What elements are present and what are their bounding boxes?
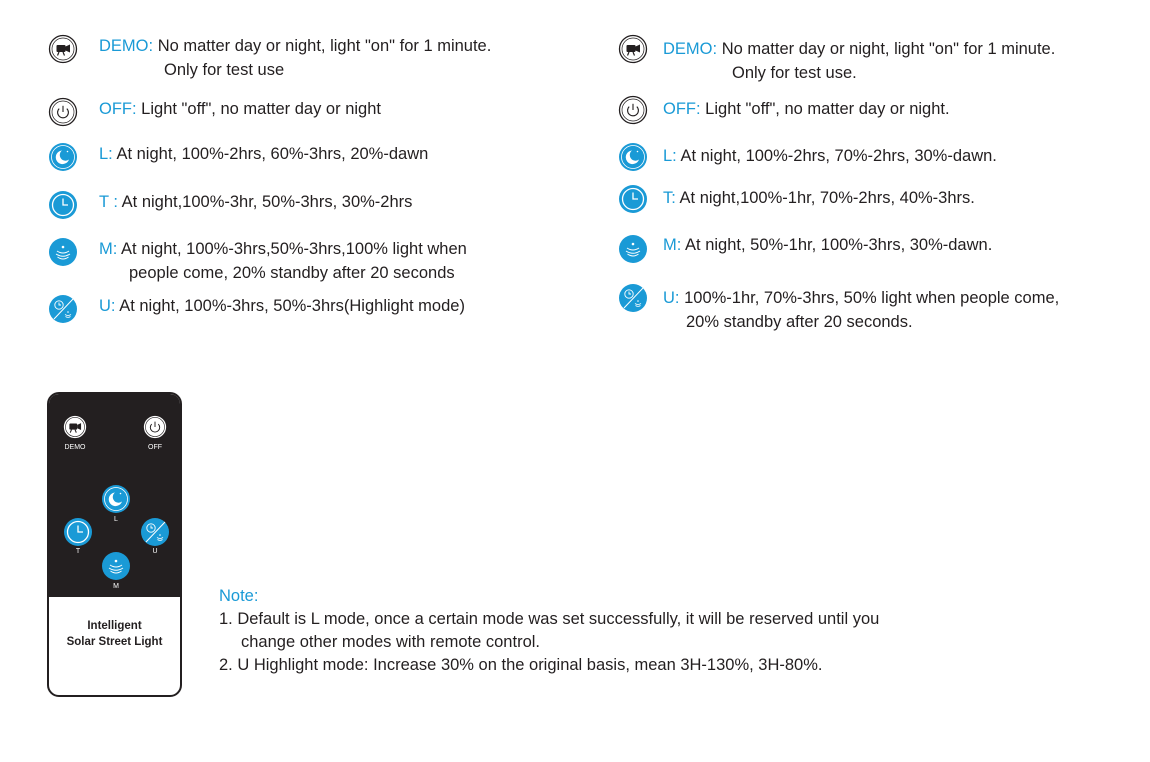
mode-key: OFF: <box>663 100 701 118</box>
left-mode-off <box>48 97 381 127</box>
mode-description <box>99 34 491 82</box>
mode-description <box>99 190 412 214</box>
mode-text: At night, 50%-1hr, 100%-3hrs, 30%-dawn. <box>685 236 993 254</box>
left-mode-u <box>48 294 465 324</box>
remote-l-button <box>101 484 131 514</box>
motion-sensor-icon <box>48 237 78 267</box>
left-mode-t <box>48 190 412 220</box>
mode-key: T : <box>99 193 118 211</box>
mode-text-cont: Only for test use. <box>732 64 857 82</box>
note-title: Note: <box>219 587 259 605</box>
right-mode-u <box>618 283 1059 334</box>
remote-u-label: U <box>152 548 158 555</box>
mode-text: At night, 100%-2hrs, 60%-3hrs, 20%-dawn <box>116 145 429 163</box>
right-mode-m <box>618 234 992 264</box>
mode-description <box>99 237 467 285</box>
camera-icon <box>48 34 78 64</box>
mode-text: 100%-1hr, 70%-3hrs, 50% light when people come, <box>684 289 1060 307</box>
remote-m-label: M <box>113 583 119 590</box>
mode-description <box>99 97 381 121</box>
remote-off-label: OFF <box>148 444 162 451</box>
mode-key: L: <box>663 147 677 165</box>
moon-icon <box>48 142 78 172</box>
power-icon <box>48 97 78 127</box>
right-mode-demo <box>618 34 1055 85</box>
remote-name-line1: Intelligent <box>87 620 142 632</box>
remote-u-button <box>140 517 170 547</box>
mode-text: At night, 100%-3hrs, 50%-3hrs(Highlight mode) <box>119 297 465 315</box>
remote-t-button <box>63 517 93 547</box>
mode-text: At night, 100%-2hrs, 70%-2hrs, 30%-dawn. <box>680 147 997 165</box>
mode-key: DEMO: <box>99 37 154 55</box>
mode-key: DEMO: <box>663 40 718 58</box>
mode-text: Light "off", no matter day or night. <box>705 100 950 118</box>
mode-text-cont: 20% standby after 20 seconds. <box>686 313 913 331</box>
left-mode-l <box>48 142 428 172</box>
mode-text: Light "off", no matter day or night <box>141 100 381 118</box>
left-mode-m <box>48 237 467 285</box>
motion-sensor-icon <box>618 234 648 264</box>
mode-text-cont: Only for test use <box>164 61 285 79</box>
mode-key: T: <box>663 189 676 207</box>
mode-text: No matter day or night, light "on" for 1 minute. <box>721 40 1056 58</box>
power-icon <box>618 95 648 125</box>
moon-icon <box>618 142 648 172</box>
left-mode-demo <box>48 34 491 82</box>
note-line-1: 1. Default is L mode, once a certain mode was set successfully, it will be reserved until you <box>219 610 880 628</box>
mode-description <box>663 286 1059 334</box>
mode-key: U: <box>99 297 116 315</box>
remote-divider <box>49 596 180 599</box>
remote-off-button <box>142 414 168 440</box>
note-line-1-cont: change other modes with remote control. <box>241 633 540 651</box>
mode-description <box>99 142 428 166</box>
mode-description <box>663 233 992 257</box>
clock-icon <box>618 184 648 214</box>
right-mode-t <box>618 184 975 214</box>
mode-description <box>99 294 465 318</box>
mode-key: M: <box>99 240 118 258</box>
camera-icon <box>618 34 648 64</box>
mode-description <box>663 186 975 210</box>
remote-product-name <box>49 618 180 650</box>
note-line-2: 2. U Highlight mode: Increase 30% on the original basis, mean 3H-130%, 3H-80%. <box>219 656 823 674</box>
mode-key: OFF: <box>99 100 137 118</box>
clock-sensor-icon <box>48 294 78 324</box>
mode-key: L: <box>99 145 113 163</box>
mode-key: M: <box>663 236 682 254</box>
remote-name-line2: Solar Street Light <box>66 636 163 648</box>
right-mode-off <box>618 95 950 125</box>
clock-icon <box>48 190 78 220</box>
mode-text: At night,100%-3hr, 50%-3hrs, 30%-2hrs <box>121 193 413 211</box>
note-section <box>219 585 879 677</box>
mode-text: At night, 100%-3hrs,50%-3hrs,100% light when <box>121 240 467 258</box>
clock-sensor-icon <box>618 283 648 313</box>
mode-description <box>663 144 997 168</box>
remote-t-label: T <box>75 548 81 555</box>
remote-m-button <box>101 551 131 581</box>
remote-demo-label: DEMO <box>64 444 86 451</box>
mode-text: At night,100%-1hr, 70%-2hrs, 40%-3hrs. <box>679 189 975 207</box>
mode-text-cont: people come, 20% standby after 20 seconds <box>129 264 455 282</box>
remote-demo-button <box>62 414 88 440</box>
right-mode-l <box>618 142 997 172</box>
mode-text: No matter day or night, light "on" for 1 minute. <box>157 37 492 55</box>
mode-description <box>663 97 950 121</box>
remote-control <box>47 392 182 697</box>
remote-l-label: L <box>114 516 118 523</box>
mode-key: U: <box>663 289 680 307</box>
mode-description <box>663 37 1055 85</box>
